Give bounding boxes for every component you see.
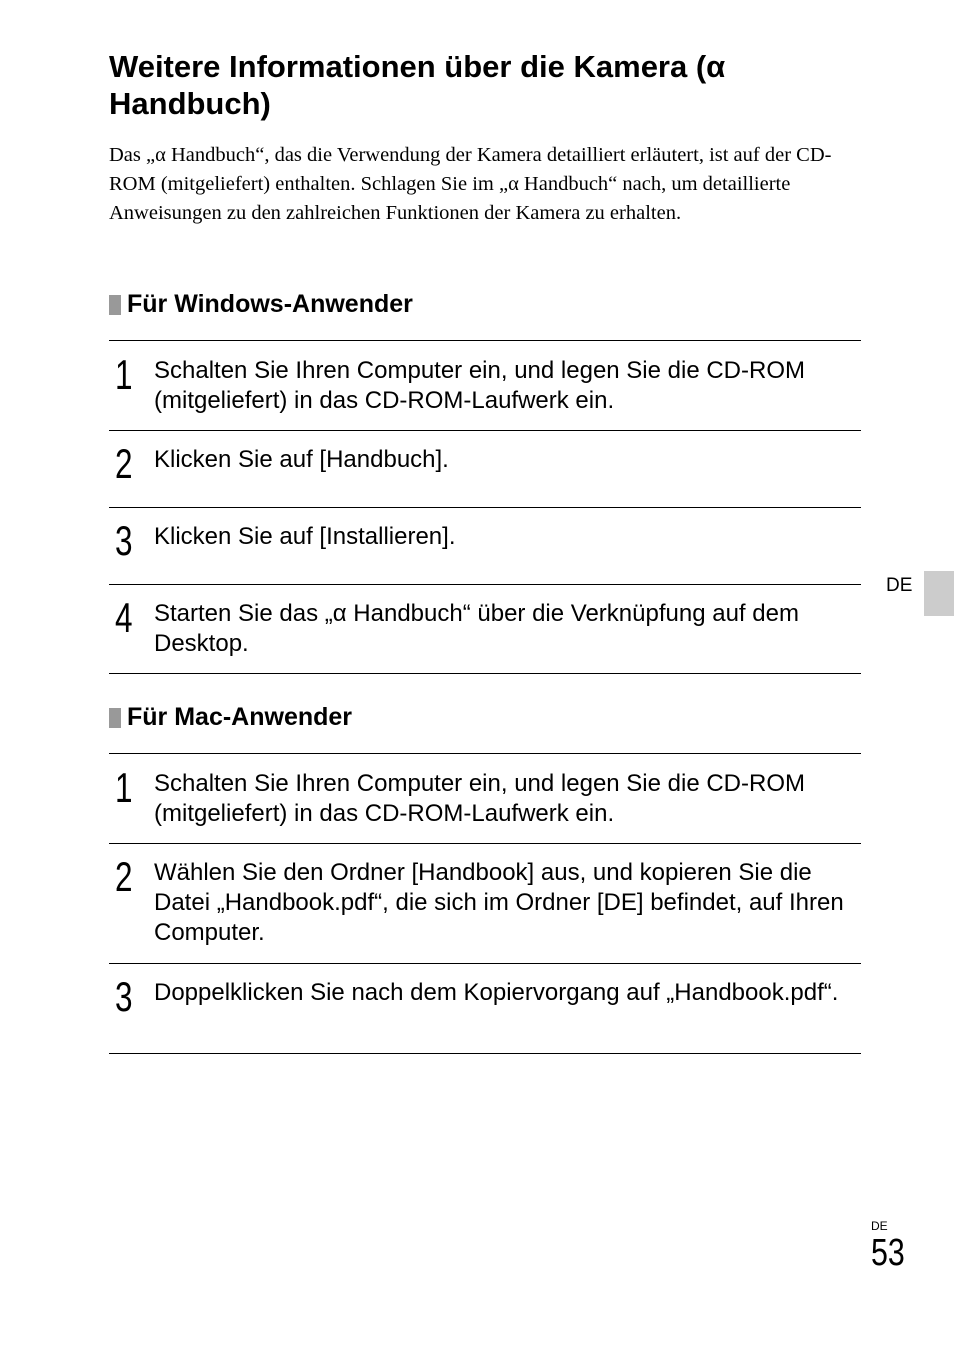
step-number: 3: [115, 517, 133, 564]
section-marker-icon: [109, 708, 121, 728]
step-text: Doppelklicken Sie nach dem Kopiervorgang auf „Handbook.pdf“.: [154, 979, 839, 1006]
divider: [109, 584, 861, 585]
step-text: Schalten Sie Ihren Computer ein, und legen Sie die CD-ROM (mitgeliefert) in das CD-ROM-Laufwerk ein.: [154, 357, 805, 414]
windows-heading-text: Für Windows-Anwender: [127, 290, 413, 318]
step-number: 2: [115, 853, 133, 900]
side-tab-label: DE: [886, 575, 913, 596]
divider: [109, 843, 861, 844]
intro-paragraph: Das „α Handbuch“, das die Verwendung der Kamera detailliert erläutert, ist auf der CD-ROM (mitgeliefert) enthalten. Schlagen Sie im „α Handbuch“ nach, um detaillierte Anweisungen zu den zahlreichen Funktionen der Kamera zu erhalten.: [109, 144, 832, 224]
step-number: 4: [115, 594, 133, 641]
mac-heading: [109, 703, 352, 732]
divider: [109, 1053, 861, 1054]
step-number: 2: [115, 440, 133, 487]
step-text: Schalten Sie Ihren Computer ein, und legen Sie die CD-ROM (mitgeliefert) in das CD-ROM-Laufwerk ein.: [154, 770, 805, 827]
divider: [109, 963, 861, 964]
side-tab: [924, 571, 954, 616]
section-marker-icon: [109, 295, 121, 315]
page-title: Weitere Informationen über die Kamera (α Handbuch): [109, 49, 726, 121]
step-text: Starten Sie das „α Handbuch“ über die Verknüpfung auf dem Desktop.: [154, 600, 799, 657]
step-text: Wählen Sie den Ordner [Handbook] aus, und kopieren Sie die Datei „Handbook.pdf“, die sich im Ordner [DE] befindet, auf Ihren Computer.: [154, 859, 844, 946]
mac-heading-text: Für Mac-Anwender: [127, 703, 353, 731]
step-number: 3: [115, 973, 133, 1020]
step-number: 1: [115, 351, 133, 398]
step-text: Klicken Sie auf [Handbuch].: [154, 446, 449, 473]
divider: [109, 340, 861, 341]
divider: [109, 673, 861, 674]
footer-lang: DE: [871, 1219, 888, 1233]
step-text: Klicken Sie auf [Installieren].: [154, 523, 456, 550]
step-number: 1: [115, 764, 133, 811]
divider: [109, 753, 861, 754]
windows-heading: [109, 290, 413, 319]
divider: [109, 430, 861, 431]
divider: [109, 507, 861, 508]
page-number: 53: [871, 1232, 905, 1274]
